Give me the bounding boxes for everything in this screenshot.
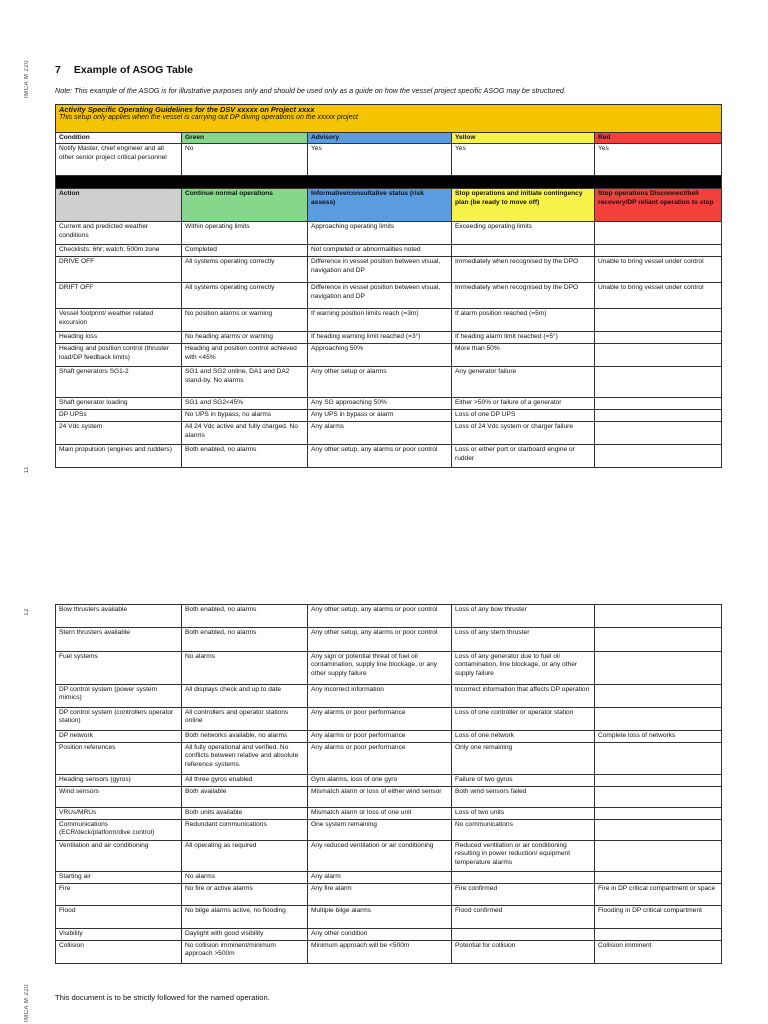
action-red: Stop operations Disconnect/bell recovery/DP reliant operation to stop: [595, 189, 722, 222]
row-advisory: Gyro alarms, loss of one gyro: [308, 775, 452, 787]
row-green: No UPS in bypass, no alarms: [182, 410, 308, 422]
row-red: [595, 652, 722, 685]
row-advisory: If heading warning limit reached (=3°): [308, 332, 452, 344]
row-red: [595, 344, 722, 367]
row-red: [595, 628, 722, 652]
row-yellow: Incorrect information that affects DP operation: [452, 685, 595, 708]
row-red: [595, 841, 722, 872]
row-advisory: Mismatch alarm or loss of either wind sensor: [308, 787, 452, 808]
row-green: Within operating limits: [182, 222, 308, 245]
table-row: [56, 309, 722, 332]
table-row: [56, 708, 722, 731]
action-green: Continue normal operations: [182, 189, 308, 222]
row-green: No collision imminent/minimum approach >500m: [182, 941, 308, 964]
row-yellow: Loss of 24 Vdc system or charger failure: [452, 422, 595, 445]
row-item: DP control system (controllers operator station): [56, 708, 182, 731]
row-advisory: Any other setup, any alarms or poor control: [308, 605, 452, 628]
row-item: Current and predicted weather conditions: [56, 222, 182, 245]
condition-red: Red: [595, 133, 722, 144]
row-red: [595, 820, 722, 841]
table-row: [56, 652, 722, 685]
row-advisory: Difference in vessel position between visual, navigation and DP: [308, 257, 452, 283]
row-advisory: One system remaining: [308, 820, 452, 841]
row-item: Vessel footprint/ weather related excursion: [56, 309, 182, 332]
row-green: No position alarms or warning: [182, 309, 308, 332]
row-item: Fuel systems: [56, 652, 182, 685]
action-header-row: [56, 189, 722, 222]
row-item: Wind sensors: [56, 787, 182, 808]
table-title: Activity Specific Operating Guidelines for the DSV xxxxx on Project xxxx: [59, 105, 315, 114]
table-row: [56, 906, 722, 929]
action-yellow: Stop operations and initiate contingency plan (be ready to move off): [452, 189, 595, 222]
row-red: [595, 222, 722, 245]
row-item: Heading sensors (gyros): [56, 775, 182, 787]
table-row: [56, 731, 722, 743]
row-yellow: If alarm position reached (=5m): [452, 309, 595, 332]
row-red: [595, 445, 722, 468]
row-yellow: Only one remaining: [452, 743, 595, 775]
row-yellow: [452, 929, 595, 941]
row-red: [595, 245, 722, 257]
row-yellow: More than 50%: [452, 344, 595, 367]
row-advisory: Any reduced ventilation or air conditioning: [308, 841, 452, 872]
row-advisory: Any alarms or poor performance: [308, 731, 452, 743]
row-item: Shaft generator loading: [56, 398, 182, 410]
row-item: Bow thrusters available: [56, 605, 182, 628]
table-row: [56, 344, 722, 367]
row-green: All controllers and operator stations online: [182, 708, 308, 731]
row-green: All 24 Vdc active and fully charged. No alarms: [182, 422, 308, 445]
row-item: Stern thrusters available: [56, 628, 182, 652]
row-item: Starting air: [56, 872, 182, 884]
row-yellow: Loss of one controller or operator station: [452, 708, 595, 731]
row-red: Unable to bring vessel under control: [595, 283, 722, 309]
row-item: Checklists: 6hr; watch; 500m zone: [56, 245, 182, 257]
row-green: SG1 and SG2<45%: [182, 398, 308, 410]
row-advisory: Any UPS in bypass or alarm: [308, 410, 452, 422]
row-advisory: Any sign or potential threat of fuel oil contamination, supply line blockage, or any other supply failure: [308, 652, 452, 685]
row-red: Unable to bring vessel under control: [595, 257, 722, 283]
row-yellow: Fire confirmed: [452, 884, 595, 906]
row-red: [595, 775, 722, 787]
table-row: [56, 929, 722, 941]
condition-advisory: Advisory: [308, 133, 452, 144]
section-title: Example of ASOG Table: [73, 64, 193, 76]
row-advisory: Any other setup, any alarms or poor control: [308, 445, 452, 468]
row-advisory: Approaching 50%: [308, 344, 452, 367]
row-item: Collision: [56, 941, 182, 964]
asog-table-page-1: [55, 104, 722, 468]
row-yellow: Loss of any generator due to fuel oil contamination, line blockage, or any other supply failure: [452, 652, 595, 685]
row-advisory: Minimum approach will be <500m: [308, 941, 452, 964]
table-row: [56, 685, 722, 708]
row-green: All displays check and up to date: [182, 685, 308, 708]
row-advisory: Mismatch alarm or loss of one unit: [308, 808, 452, 820]
row-yellow: Loss of any bow thruster: [452, 605, 595, 628]
condition-yellow: Yellow: [452, 133, 595, 144]
row-item: Position references: [56, 743, 182, 775]
row-item: Ventilation and air conditioning: [56, 841, 182, 872]
row-yellow: Both wind sensors failed: [452, 787, 595, 808]
row-yellow: Loss of any stern thruster: [452, 628, 595, 652]
row-red: [595, 685, 722, 708]
row-red: [595, 708, 722, 731]
row-yellow: Loss of one network: [452, 731, 595, 743]
row-green: No alarms: [182, 652, 308, 685]
notify-green: No: [182, 144, 308, 176]
row-green: Both enabled, no alarms: [182, 628, 308, 652]
row-advisory: Not completed or abnormalities noted: [308, 245, 452, 257]
row-advisory: Multiple bilge alarms: [308, 906, 452, 929]
row-red: Fire in DP critical compartment or space: [595, 884, 722, 906]
row-item: DRIVE OFF: [56, 257, 182, 283]
row-red: [595, 743, 722, 775]
row-yellow: Reduced ventilation or air conditioning resulting in power reduction/ equipment temperature alarms: [452, 841, 595, 872]
row-item: Communications (ECR/deck/platform/dive control): [56, 820, 182, 841]
row-yellow: Either >50% or failure of a generator: [452, 398, 595, 410]
row-item: Visibility: [56, 929, 182, 941]
row-green: All systems operating correctly: [182, 257, 308, 283]
row-yellow: Loss or either port or starboard engine or rudder: [452, 445, 595, 468]
row-green: No heading alarms or warning: [182, 332, 308, 344]
row-yellow: Potential for collision: [452, 941, 595, 964]
row-item: Heading loss: [56, 332, 182, 344]
row-green: All systems operating correctly: [182, 283, 308, 309]
row-advisory: Any incorrect information: [308, 685, 452, 708]
row-green: All three gyros enabled: [182, 775, 308, 787]
row-green: Both enabled, no alarms: [182, 445, 308, 468]
row-green: Completed: [182, 245, 308, 257]
row-green: Daylight with good visibility: [182, 929, 308, 941]
row-item: Fire: [56, 884, 182, 906]
row-red: Complete loss of networks: [595, 731, 722, 743]
table-row: [56, 367, 722, 398]
row-item: DP UPSs: [56, 410, 182, 422]
row-yellow: Loss of one DP UPS: [452, 410, 595, 422]
row-item: Heading and position control (thruster load/DP feedback limits): [56, 344, 182, 367]
table-row: [56, 445, 722, 468]
side-page-number-top: 11: [24, 466, 30, 474]
table-row: [56, 808, 722, 820]
row-item: Main propulsion (engines and rudders): [56, 445, 182, 468]
table-row: [56, 820, 722, 841]
row-red: [595, 808, 722, 820]
row-item: DP control system (power system mimics): [56, 685, 182, 708]
row-green: Both networks available, no alarms: [182, 731, 308, 743]
row-red: [595, 367, 722, 398]
row-advisory: Any alarms or poor performance: [308, 743, 452, 775]
row-item: Shaft generators SG1-2: [56, 367, 182, 398]
row-yellow: Failure of two gyros: [452, 775, 595, 787]
row-green: Both enabled, no alarms: [182, 605, 308, 628]
row-item: DP network: [56, 731, 182, 743]
side-page-number-bottom: 12: [24, 608, 30, 616]
table-row: [56, 743, 722, 775]
row-yellow: Immediately when recognised by the DPO: [452, 283, 595, 309]
row-yellow: Any generator failure: [452, 367, 595, 398]
row-green: Both available: [182, 787, 308, 808]
table-row: [56, 422, 722, 445]
table-header-cell: [56, 105, 722, 133]
row-red: [595, 787, 722, 808]
row-advisory: Any SG approaching 50%: [308, 398, 452, 410]
row-green: No alarms: [182, 872, 308, 884]
table-row: [56, 941, 722, 964]
section-heading: [55, 64, 193, 76]
side-doc-code-bottom: IMCA M 220: [24, 984, 30, 1023]
notify-yellow: Yes: [452, 144, 595, 176]
row-advisory: Any fire alarm: [308, 884, 452, 906]
row-red: Flooding in DP critical compartment: [595, 906, 722, 929]
row-item: DRIFT OFF: [56, 283, 182, 309]
section-number: 7: [55, 64, 61, 76]
row-green: SG1 and SG2 online, DA1 and DA2 stand-by. No alarms: [182, 367, 308, 398]
table-row: [56, 605, 722, 628]
condition-label: Condition: [56, 133, 182, 144]
section-note: Note: This example of the ASOG is for illustrative purposes only and should be used only as a guide on how the vessel project specific ASOG may be structured.: [55, 86, 566, 95]
table-header-row: [56, 105, 722, 133]
notify-red: Yes: [595, 144, 722, 176]
condition-row: [56, 133, 722, 144]
table-row: [56, 410, 722, 422]
row-yellow: Exceeding operating limits: [452, 222, 595, 245]
action-label: Action: [56, 189, 182, 222]
row-advisory: Any alarm: [308, 872, 452, 884]
row-green: No bilge alarms active, no flooding: [182, 906, 308, 929]
table-row: [56, 283, 722, 309]
notify-advisory: Yes: [308, 144, 452, 176]
row-yellow: If heading alarm limit reached (=5°): [452, 332, 595, 344]
table-subtitle: This setup only applies when the vessel is carrying out DP diving operations on the xxxxx project: [59, 114, 358, 122]
row-yellow: No communications: [452, 820, 595, 841]
notify-label: Notify Master, chief engineer and all other senior project critical personnel: [56, 144, 182, 176]
table-row: [56, 628, 722, 652]
table-row: [56, 775, 722, 787]
table-row: [56, 332, 722, 344]
separator-row: [56, 176, 722, 189]
table-row: [56, 872, 722, 884]
table-row: [56, 257, 722, 283]
row-advisory: Any other setup or alarms: [308, 367, 452, 398]
row-advisory: Any other condition: [308, 929, 452, 941]
row-item: Flood: [56, 906, 182, 929]
row-green: Redundant communications: [182, 820, 308, 841]
separator-cell: [56, 176, 722, 189]
notify-row: [56, 144, 722, 176]
table-row: [56, 787, 722, 808]
row-green: All operating as required: [182, 841, 308, 872]
row-green: All fully operational and verified. No conflicts between relative and absolute reference systems.: [182, 743, 308, 775]
row-item: VRUs/MRUs: [56, 808, 182, 820]
table-row: [56, 398, 722, 410]
condition-green: Green: [182, 133, 308, 144]
row-yellow: Immediately when recognised by the DPO: [452, 257, 595, 283]
footer-statement: This document is to be strictly followed for the named operation.: [55, 993, 270, 1002]
row-yellow: Flood confirmed: [452, 906, 595, 929]
row-yellow: [452, 872, 595, 884]
table-row: [56, 841, 722, 872]
row-red: Collision imminent: [595, 941, 722, 964]
row-green: Heading and position control achieved with <45%: [182, 344, 308, 367]
row-red: [595, 422, 722, 445]
row-red: [595, 605, 722, 628]
table-row: [56, 222, 722, 245]
row-red: [595, 929, 722, 941]
row-advisory: Any alarms: [308, 422, 452, 445]
row-advisory: Any alarms or poor performance: [308, 708, 452, 731]
row-advisory: Any other setup, any alarms or poor control: [308, 628, 452, 652]
table-row: [56, 245, 722, 257]
row-red: [595, 309, 722, 332]
row-green: Both units available: [182, 808, 308, 820]
row-advisory: Approaching operating limits: [308, 222, 452, 245]
row-green: No fire or active alarms: [182, 884, 308, 906]
row-item: 24 Vdc system: [56, 422, 182, 445]
row-red: [595, 872, 722, 884]
row-red: [595, 410, 722, 422]
row-yellow: [452, 245, 595, 257]
row-advisory: If warning position limits reach (=3m): [308, 309, 452, 332]
table-row: [56, 884, 722, 906]
row-advisory: Difference in vessel position between visual, navigation and DP: [308, 283, 452, 309]
row-red: [595, 398, 722, 410]
side-doc-code-top: IMCA M 220: [24, 60, 30, 99]
asog-table-page-2: [55, 604, 722, 964]
row-yellow: Loss of two units: [452, 808, 595, 820]
row-red: [595, 332, 722, 344]
action-advisory: Informative/consultative status (risk assess): [308, 189, 452, 222]
